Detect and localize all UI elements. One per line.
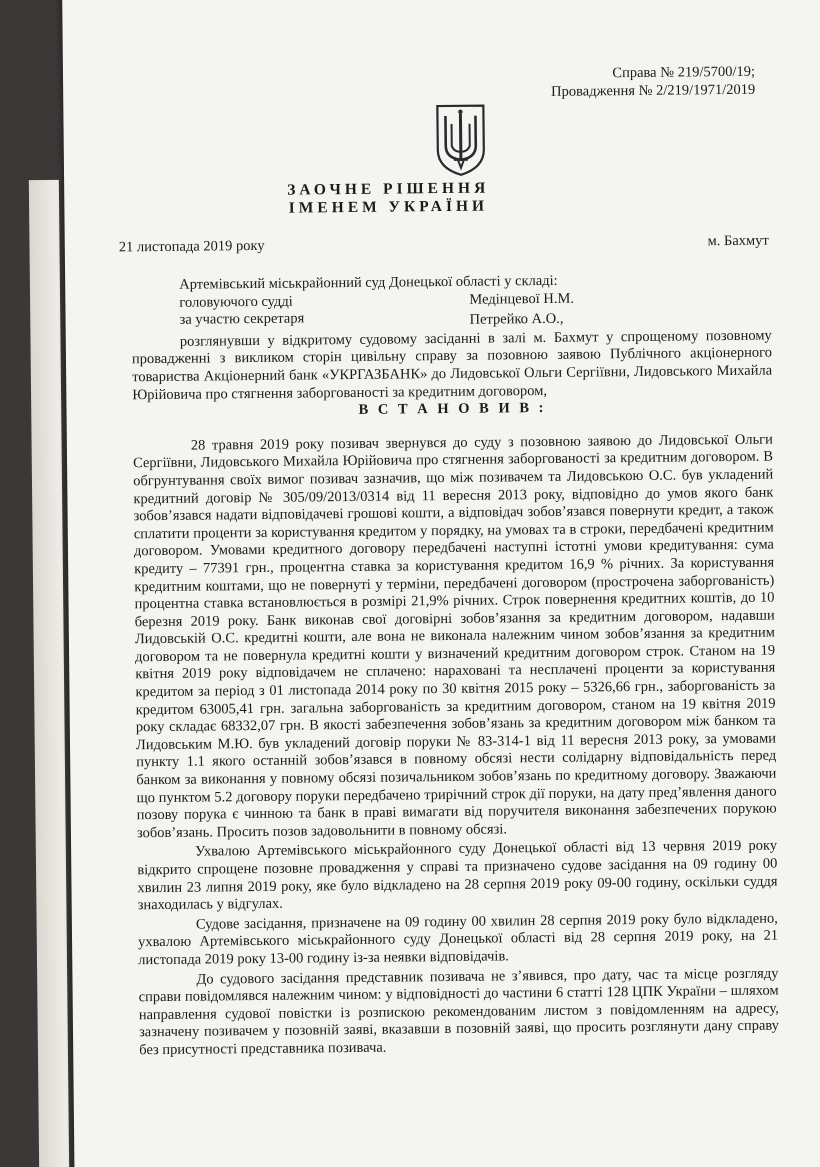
paragraph-postponed: Судове засідання, призначене на 09 годину 00 хвилин 28 серпня 2019 року було відкладено, ухвалою Артемівського міськрайонного суду Донецької області від 28 серпня 2019 року, на 21 листопада 2019 року 13-00 годину із-за неявки відповідачів. — [138, 910, 779, 969]
paragraph-claim: 28 травня 2019 року позивач звернувся до суду з позовною заявою до Лидовської Ольги Сергіївни, Лидовського Михайла Юрійовича про стягнення заборгованості за кредитним договором. В обгрунтування своїх вимог позивач зазначив, що між позивачем та Лидовською О.С. був укладений кредитний договір № 305/09/2013/0314 від 11 вересня 2013 року, відповідно до умов якого банк зобов’язався надати відповідачеві грошові кошти, а відповідач зобов’язався повернути кредит, а також сплатити проценти за користування кредитом у порядку, на умовах та в строки, передбачені кредитним договором. Умовами кредитного договору передбачені наступні істотні умови кредитування: сума кредиту – 77391 грн., процентна ставка за користування кредитом 16,9 % річних. За користування кредитним коштами, що не повернуті у терміни, передбачені договором (прострочена заборгованість) процентна ставка встановлюється в розмірі 21,9% річних. Строк повернення кредитних коштів, до 10 березня 2019 року. Банк виконав свої договірні зобов’язання за кредитним договором, надавши Лидовській О.С. кредитні кошти, але вона не виконала належним чином зобов’язання за кредитним договором та не повернула кредитні кошти у визначений кредитним договором строк. Станом на 19 квітня 2019 року відповідачем не сплачено: нараховані та несплачені проценти за користування кредитом за період з 01 листопада 2014 року по 30 квітня 2015 року – 5326,66 грн., заборгованість за кредитом 63005,41 грн. загальна заборгованість за кредитним договором, станом на 19 квітня 2019 року складає 68332,07 грн. В якості забезпечення зобов’язань за кредитним договором між банком та Лидовським М.Ю. був укладений договір поруки № 83-314-1 від 11 вересня 2013 року, за умовами пункту 1.1 якого останній зобов’язався в повному обсязі нести солідарну відповідальність перед банком за виконання у повному обсязі позичальником зобов’язань по кредитному договору. Зважаючи що пунктом 5.2 договору поруки передбачено трирічний строк дії поруки, на дату пред’явлення даного позову порука є чинною та банк в праві вимагати від поручителя виконання забезпечених порукою зобов’язань. Просить позов задовольнити в повному обсязі. — [132, 431, 777, 842]
considered-paragraph: розглянувши у відкритому судовому засіданні в залі м. Бахмут у спрощеному позовному провадженні з викликом сторін цивільну справу за позовною заявою Публічного акціонерного товариства Акціонерний банк «УКРГАЗБАНК» до Лидовської Ольги Сергіївни, Лидовського Михайла Юрійовича про стягнення заборгованості за кредитним договором, — [131, 327, 773, 403]
document-title: ЗАОЧНЕ РІШЕННЯ — [287, 179, 490, 199]
document-page — [62, 0, 820, 1167]
presiding-name: Медінцевої Н.М. — [469, 290, 575, 308]
established-heading: В С Т А Н О В И В : — [358, 400, 547, 419]
proceeding-number: Провадження № 2/219/1971/2019 — [551, 81, 756, 100]
case-number: Справа № 219/5700/19; — [612, 63, 756, 82]
paragraph-notice: До судового засідання представник позивача не з’явився, про дату, час та місце розгляду справи повідомлявся належним чином: у відповідності до частини 6 статті 128 ЦПК України – шляхом направлення судової повістки із розпискою рекомендованим листом з повідомленням на адресу, зазначену позивачем у позовній заяві, вказавши в позовній заяві, що просить розглянути дану справу без присутності представника позивача. — [138, 965, 780, 1059]
decision-date: 21 листопада 2019 року — [118, 237, 265, 256]
document-body — [131, 257, 779, 1060]
case-header — [551, 63, 755, 101]
court-intro: Артемівський міськрайонний суд Донецької області у складі: — [179, 272, 558, 293]
document-subtitle: ІМЕНЕМ УКРАЇНИ — [288, 197, 489, 217]
page-edge-shadow — [29, 180, 69, 1167]
paragraph-ruling: Ухвалою Артемівського міськрайонного суду Донецької області від 13 червня 2019 року відкрито спрощене позовне провадження у справі та призначено судове засідання на 09 годину 00 хвилин 23 липня 2019 року, яке було відкладено на 28 серпня 2019 року 09-00 годину, оскільки суддя знаходилась у відгулах. — [137, 837, 778, 914]
decision-city: м. Бахмут — [707, 232, 769, 250]
secretary-label: за участю секретаря — [179, 310, 305, 328]
trident-emblem-icon — [431, 102, 490, 179]
secretary-name: Петрейко А.О., — [469, 310, 564, 328]
date-place-row — [119, 233, 769, 257]
presiding-label: головуючого судді — [179, 293, 293, 311]
